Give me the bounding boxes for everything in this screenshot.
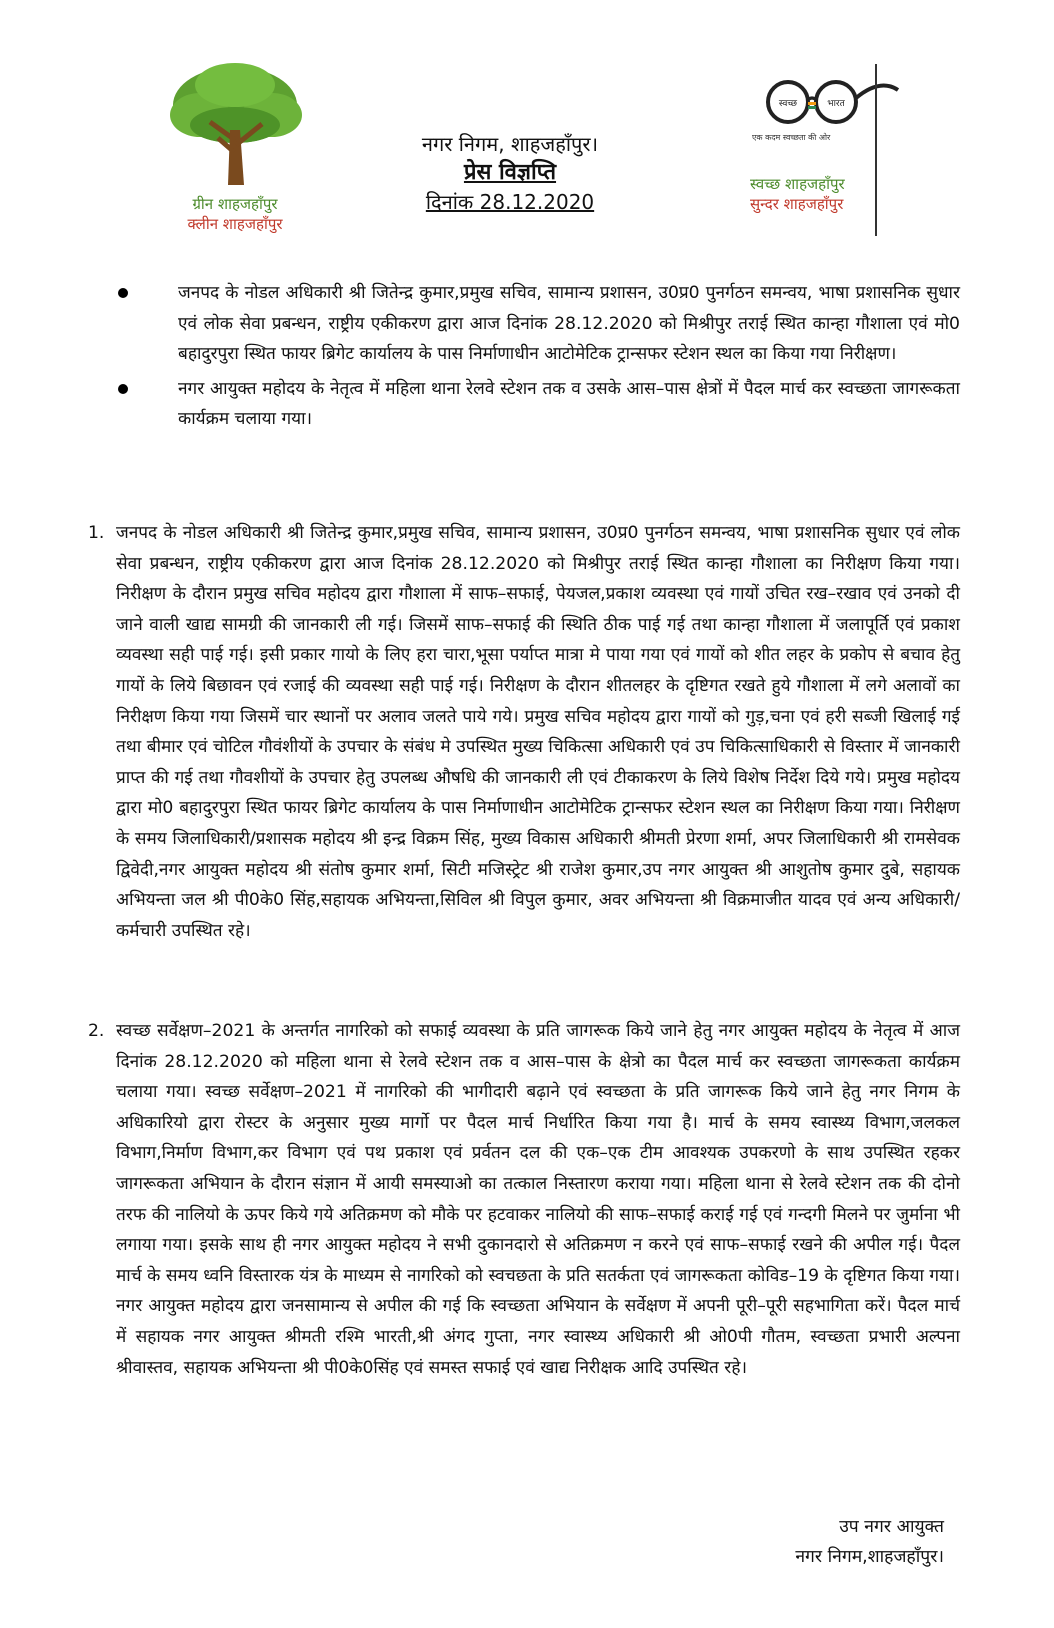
signature-org: नगर निगम,शाहजहाँपुर।: [795, 1547, 944, 1567]
signature-block: [795, 1512, 944, 1572]
header-divider: [875, 64, 877, 236]
green-shahjahanpur-logo: [150, 60, 320, 250]
sundar-shahjahanpur-text: सुन्दर शाहजहाँपुर: [750, 195, 844, 213]
press-release-title: प्रेस विज्ञप्ति: [463, 160, 557, 185]
paragraph-item: [88, 518, 960, 946]
logo-tagline: एक कदम स्वच्छता की ओर: [752, 133, 831, 142]
bullet-dot-icon: [118, 384, 128, 394]
summary-bullet: [110, 278, 960, 370]
paragraph-number: 1.: [88, 523, 105, 543]
numbered-paragraph-2: [88, 1016, 960, 1383]
bullet-dot-icon: [118, 288, 128, 298]
date-line: दिनांक 28.12.2020: [425, 190, 595, 214]
summary-bullet: [110, 374, 960, 435]
paragraph-text: जनपद के नोडल अधिकारी श्री जितेन्द्र कुमार,प्रमुख सचिव, सामान्य प्रशासन, उ0प्र0 पुनर्गठन समन्वय, भाषा प्रशासनिक सुधार एवं लोक सेवा प्रबन्धन, राष्ट्रीय एकीकरण द्वारा आज दिनांक 28.12.2020 को मिश्रीपुर तराई स्थित कान्हा गौशाला का निरीक्षण किया गया। निरीक्षण के दौरान प्रमुख सचिव महोदय द्वारा गौशाला में साफ–सफाई, पेयजल,प्रकाश व्यवस्था एवं गायों उचित रख–रखाव एवं उनको दी जाने वाली खाद्य सामग्री की जानकारी ली गई। जिसमें साफ–सफाई की स्थिति ठीक पाई गई तथा कान्हा गौशाला में जलापूर्ति एवं प्रकाश व्यवस्था सही पाई गई। इसी प्रकार गायो के लिए हरा चारा,भूसा पर्याप्त मात्रा मे पाया गया एवं गायों को शीत लहर के प्रकोप से बचाव हेतु गायों के लिये बिछावन एवं रजाई की व्यवस्था सही पाई गई। निरीक्षण के दौरान शीतलहर के दृष्टिगत रखते हुये गौशाला में लगे अलावों का निरीक्षण किया गया जिसमें चार स्थानों पर अलाव जलते पाये गये। प्रमुख सचिव महोदय द्वारा गायों को गुड़,चना एवं हरी सब्जी खिलाई गई तथा बीमार एवं चोटिल गौवंशीयों के उपचार के संबंध मे उपस्थित मुख्य चिकित्सा अधिकारी एवं उप चिकित्साधिकारी से विस्तार में जानकारी प्राप्त की गई तथा गौवशीयों के उपचार हेतु उपलब्ध औषधि की जानकारी ली एवं टीकाकरण के लिये विशेष निर्देश दिये गये। प्रमुख महोदय द्वारा मो0 बहादुरपुरा स्थित फायर ब्रिगेट कार्यालय के पास निर्माणाधीन आटोमेटिक ट्रान्सफर स्टेशन स्थल का निरीक्षण किया गया। निरीक्षण के समय जिलाधिकारी/प्रशासक महोदय श्री इन्द्र विक्रम सिंह, मुख्य विकास अधिकारी श्रीमती प्रेरणा शर्मा, अपर जिलाधिकारी श्री रामसेवक द्विवेदी,नगर आयुक्त महोदय श्री संतोष कुमार शर्मा, सिटी मजिस्ट्रेट श्री राजेश कुमार,उप नगर आयुक्त श्री आशुतोष कुमार दुबे, सहायक अभियन्ता जल श्री पी0के0 सिंह,सहायक अभियन्ता,सिविल श्री विपुल कुमार, अवर अभियन्ता श्री विक्रमाजीत यादव एवं अन्य अधिकारी/कर्मचारी उपस्थित रहे।: [116, 523, 960, 941]
numbered-paragraph-1: [88, 518, 960, 946]
bharat-text: भारत: [827, 99, 845, 109]
glasses-icon: [750, 70, 900, 130]
signature-designation: उप नगर आयुक्त: [839, 1517, 944, 1537]
paragraph-text: स्वच्छ सर्वेक्षण–2021 के अन्तर्गत नागरिको को सफाई व्यवस्था के प्रति जागरूक किये जाने हेतु नगर आयुक्त महोदय के नेतृत्व में आज दिनांक 28.12.2020 को महिला थाना से रेलवे स्टेशन तक व आस–पास के क्षेत्रो का पैदल मार्च कर स्वच्छता जागरूकता कार्यक्रम चलाया गया। स्वच्छ सर्वेक्षण–2021 में नागरिको की भागीदारी बढ़ाने एवं स्वच्छता के प्रति जागरूक किये जाने हेतु नगर निगम के अधिकारियो द्वारा रोस्टर के अनुसार मुख्य मार्गो पर पैदल मार्च निर्धारित किया गया है। मार्च के समय स्वास्थ्य विभाग,जलकल विभाग,निर्माण विभाग,कर विभाग एवं पथ प्रकाश एवं प्रर्वतन दल की एक–एक टीम आवश्यक उपकरणो के साथ उपस्थित रहकर जागरूकता अभियान के दौरान संज्ञान में आयी समस्याओ का तत्काल निस्तारण कराया गया। महिला थाना से रेलवे स्टेशन तक की दोनो तरफ की नालियो के ऊपर किये गये अतिक्रमण को मौके पर हटवाकर नालियो की साफ–सफाई कराई गई एवं गन्दगी मिलने पर जुर्माना भी लगाया गया। इसके साथ ही नगर आयुक्त महोदय ने सभी दुकानदारो से अतिक्रमण न करने एवं साफ–सफाई रखने की अपील गई। पैदल मार्च के समय ध्वनि विस्तारक यंत्र के माध्यम से नागरिको को स्वचछता के प्रति सतर्कता एवं जागरूकता कोविड–19 के दृष्टिगत किया गया। नगर आयुक्त महोदय द्वारा जनसामान्य से अपील की गई कि स्वच्छता अभियान के सर्वेक्षण में अपनी पूरी–पूरी सहभागिता करें। पैदल मार्च में सहायक नगर आयुक्त श्रीमती रश्मि भारती,श्री अंगद गुप्ता, नगर स्वास्थ्य अधिकारी श्री ओ0पी गौतम, स्वच्छता प्रभारी अल्पना श्रीवास्तव, सहायक अभियन्ता श्री पी0के0सिंह एवं समस्त सफाई एवं खाद्य निरीक्षक आदि उपस्थित रहे।: [116, 1021, 960, 1378]
bullet-text: जनपद के नोडल अधिकारी श्री जितेन्द्र कुमार,प्रमुख सचिव, सामान्य प्रशासन, उ0प्र0 पुनर्गठन समन्वय, भाषा प्रशासनिक सुधार एवं लोक सेवा प्रबन्धन, राष्ट्रीय एकीकरण द्वारा आज दिनांक 28.12.2020 को मिश्रीपुर तराई स्थित कान्हा गौशाला एवं मो0 बहादुरपुरा स्थित फायर ब्रिगेट कार्यालय के पास निर्माणाधीन आटोमेटिक ट्रान्सफर स्टेशन स्थल का किया गया निरीक्षण।: [178, 283, 960, 364]
summary-bullets: [110, 278, 960, 439]
header-block: [360, 130, 660, 216]
swachh-bharat-logo: [740, 70, 920, 230]
swachh-shahjahanpur-text: स्वच्छ शाहजहाँपुर: [750, 175, 845, 193]
clean-shahjahanpur-text: क्लीन शाहजहाँपुर: [187, 215, 283, 233]
org-name: नगर निगम, शाहजहाँपुर।: [421, 132, 599, 156]
paragraph-number: 2.: [88, 1021, 105, 1041]
green-shahjahanpur-text: ग्रीन शाहजहाँपुर: [192, 195, 278, 213]
tree-icon: [160, 60, 310, 190]
paragraph-item: [88, 1016, 960, 1383]
bullet-text: नगर आयुक्त महोदय के नेतृत्व में महिला थाना रेलवे स्टेशन तक व उसके आस–पास क्षेत्रों में पैदल मार्च कर स्वच्छता जागरूकता कार्यक्रम चलाया गया।: [178, 378, 960, 429]
swachh-text: स्वच्छ: [778, 99, 798, 109]
